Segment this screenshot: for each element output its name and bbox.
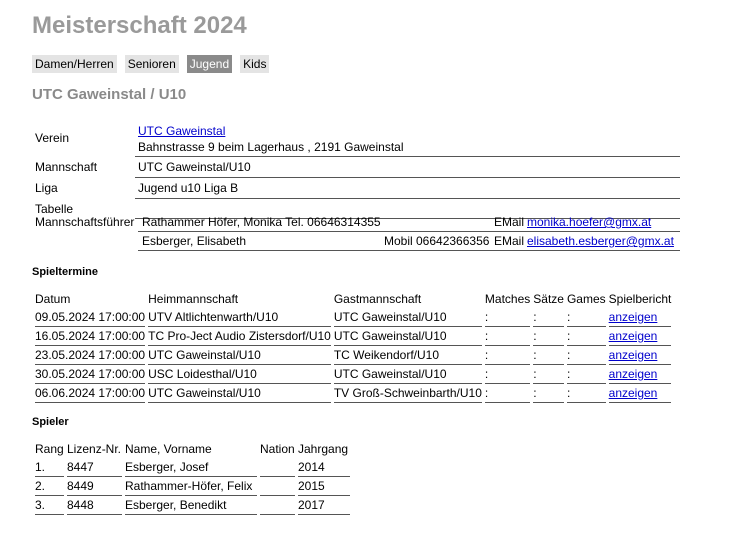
report-link[interactable]: anzeigen xyxy=(608,367,658,381)
leader-email-link[interactable]: monika.hoefer@gmx.at xyxy=(527,215,652,229)
game-guest: UTC Gaweinstal/U10 xyxy=(334,365,482,384)
player-nation xyxy=(260,477,295,496)
players-table xyxy=(32,440,353,515)
leader-name: Esberger, Elisabeth xyxy=(142,234,247,248)
game-matches: : xyxy=(485,365,530,384)
table-row xyxy=(35,496,350,515)
team-heading: UTC Gaweinstal / U10 xyxy=(32,86,187,103)
game-report-cell xyxy=(609,327,672,346)
game-home: TC Pro-Ject Audio Zistersdorf/U10 xyxy=(148,327,331,346)
table-row xyxy=(35,308,671,327)
game-saetze: : xyxy=(533,384,564,403)
tab-senioren[interactable]: Senioren xyxy=(125,55,179,73)
game-games: : xyxy=(567,327,606,346)
game-guest: TV Groß-Schweinbarth/U10 xyxy=(334,384,482,403)
leader-row xyxy=(138,232,680,251)
page-title: Meisterschaft 2024 xyxy=(32,12,247,39)
column-header: Sätze xyxy=(533,292,564,306)
player-rank: 2. xyxy=(35,477,64,496)
game-saetze: : xyxy=(533,346,564,365)
report-link[interactable]: anzeigen xyxy=(608,310,658,324)
game-date: 23.05.2024 17:00:00 xyxy=(35,346,145,365)
game-home: UTC Gaweinstal/U10 xyxy=(148,346,331,365)
game-saetze: : xyxy=(533,365,564,384)
player-nation xyxy=(260,458,295,477)
team-leaders xyxy=(32,212,680,254)
game-home: USC Loidesthal/U10 xyxy=(148,365,331,384)
email-label: EMail xyxy=(494,234,525,248)
player-license: 8447 xyxy=(67,458,122,477)
column-header: Spielbericht xyxy=(608,292,672,306)
column-header: Gastmannschaft xyxy=(333,292,422,306)
game-report-cell xyxy=(609,384,672,403)
leader-phone: Mobil 06642366356 xyxy=(384,234,490,248)
club-link[interactable]: UTC Gaweinstal xyxy=(138,124,226,138)
game-report-cell xyxy=(609,365,672,384)
table-row xyxy=(35,365,671,384)
players-header-row xyxy=(35,440,350,458)
games-table xyxy=(32,290,674,403)
game-matches: : xyxy=(485,308,530,327)
player-nation xyxy=(260,496,295,515)
game-report-cell xyxy=(609,346,672,365)
player-year: 2015 xyxy=(298,477,350,496)
game-games: : xyxy=(567,365,606,384)
game-games: : xyxy=(567,308,606,327)
club-address: Bahnstrasse 9 beim Lagerhaus , 2191 Gaweinstal xyxy=(138,140,404,154)
report-link[interactable]: anzeigen xyxy=(608,329,658,343)
game-matches: : xyxy=(485,346,530,365)
report-link[interactable]: anzeigen xyxy=(608,386,658,400)
player-year: 2017 xyxy=(298,496,350,515)
player-year: 2014 xyxy=(298,458,350,477)
game-games: : xyxy=(567,346,606,365)
game-date: 09.05.2024 17:00:00 xyxy=(35,308,145,327)
players-heading: Spieler xyxy=(32,416,69,428)
table-row xyxy=(35,327,671,346)
column-header: Nation xyxy=(260,442,295,456)
info-label: Mannschaft xyxy=(35,159,98,174)
game-date: 30.05.2024 17:00:00 xyxy=(35,365,145,384)
game-matches: : xyxy=(485,327,530,346)
info-value: Jugend u10 Liga B xyxy=(135,178,680,199)
game-guest: UTC Gaweinstal/U10 xyxy=(334,308,482,327)
column-header: Name, Vorname xyxy=(125,442,212,456)
column-header: Rang xyxy=(35,442,64,456)
game-home: UTV Altlichtenwarth/U10 xyxy=(148,308,331,327)
games-header-row xyxy=(35,290,671,308)
game-guest: TC Weikendorf/U10 xyxy=(334,346,482,365)
leader-name: Rathammer Höfer, Monika Tel. 06646314355 xyxy=(142,215,381,229)
tab-damen-herren[interactable]: Damen/Herren xyxy=(32,55,117,73)
info-label: Verein xyxy=(35,131,70,145)
player-rank: 1. xyxy=(35,458,64,477)
game-guest: UTC Gaweinstal/U10 xyxy=(334,327,482,346)
email-label: EMail xyxy=(494,215,525,229)
info-row-liga xyxy=(32,178,680,199)
column-header: Datum xyxy=(35,292,71,306)
leader-row xyxy=(138,213,680,232)
info-label: Liga xyxy=(35,180,58,195)
games-heading: Spieltermine xyxy=(32,266,99,278)
column-header: Matches xyxy=(484,292,531,306)
player-name: Esberger, Benedikt xyxy=(125,496,257,515)
tab-kids[interactable]: Kids xyxy=(240,55,269,73)
table-row xyxy=(35,458,350,477)
tab-jugend[interactable]: Jugend xyxy=(187,55,232,73)
player-rank: 3. xyxy=(35,496,64,515)
game-matches: : xyxy=(485,384,530,403)
column-header: Heimmannschaft xyxy=(148,292,239,306)
player-license: 8449 xyxy=(67,477,122,496)
report-link[interactable]: anzeigen xyxy=(608,348,658,362)
info-label: Tabelle xyxy=(35,201,74,216)
column-header: Games xyxy=(566,292,606,306)
game-date: 16.05.2024 17:00:00 xyxy=(35,327,145,346)
game-date: 06.06.2024 17:00:00 xyxy=(35,384,145,403)
table-row xyxy=(35,477,350,496)
table-row xyxy=(35,346,671,365)
team-info-table xyxy=(32,121,680,219)
player-name: Rathammer-Höfer, Felix xyxy=(125,477,257,496)
info-value: UTC Gaweinstal/U10 xyxy=(135,157,680,178)
game-home: UTC Gaweinstal/U10 xyxy=(148,384,331,403)
player-license: 8448 xyxy=(67,496,122,515)
category-tabs xyxy=(32,55,277,73)
table-row xyxy=(35,384,671,403)
info-row-verein xyxy=(32,121,680,157)
game-games: : xyxy=(567,384,606,403)
game-report-cell xyxy=(609,308,672,327)
info-row-mannschaft xyxy=(32,157,680,178)
column-header: Lizenz-Nr. xyxy=(67,442,122,456)
leader-email-link[interactable]: elisabeth.esberger@gmx.at xyxy=(527,234,674,248)
game-saetze: : xyxy=(533,308,564,327)
game-saetze: : xyxy=(533,327,564,346)
info-value xyxy=(135,121,680,157)
player-name: Esberger, Josef xyxy=(125,458,257,477)
info-label: Mannschaftsführer xyxy=(35,215,135,229)
column-header: Jahrgang xyxy=(298,442,349,456)
